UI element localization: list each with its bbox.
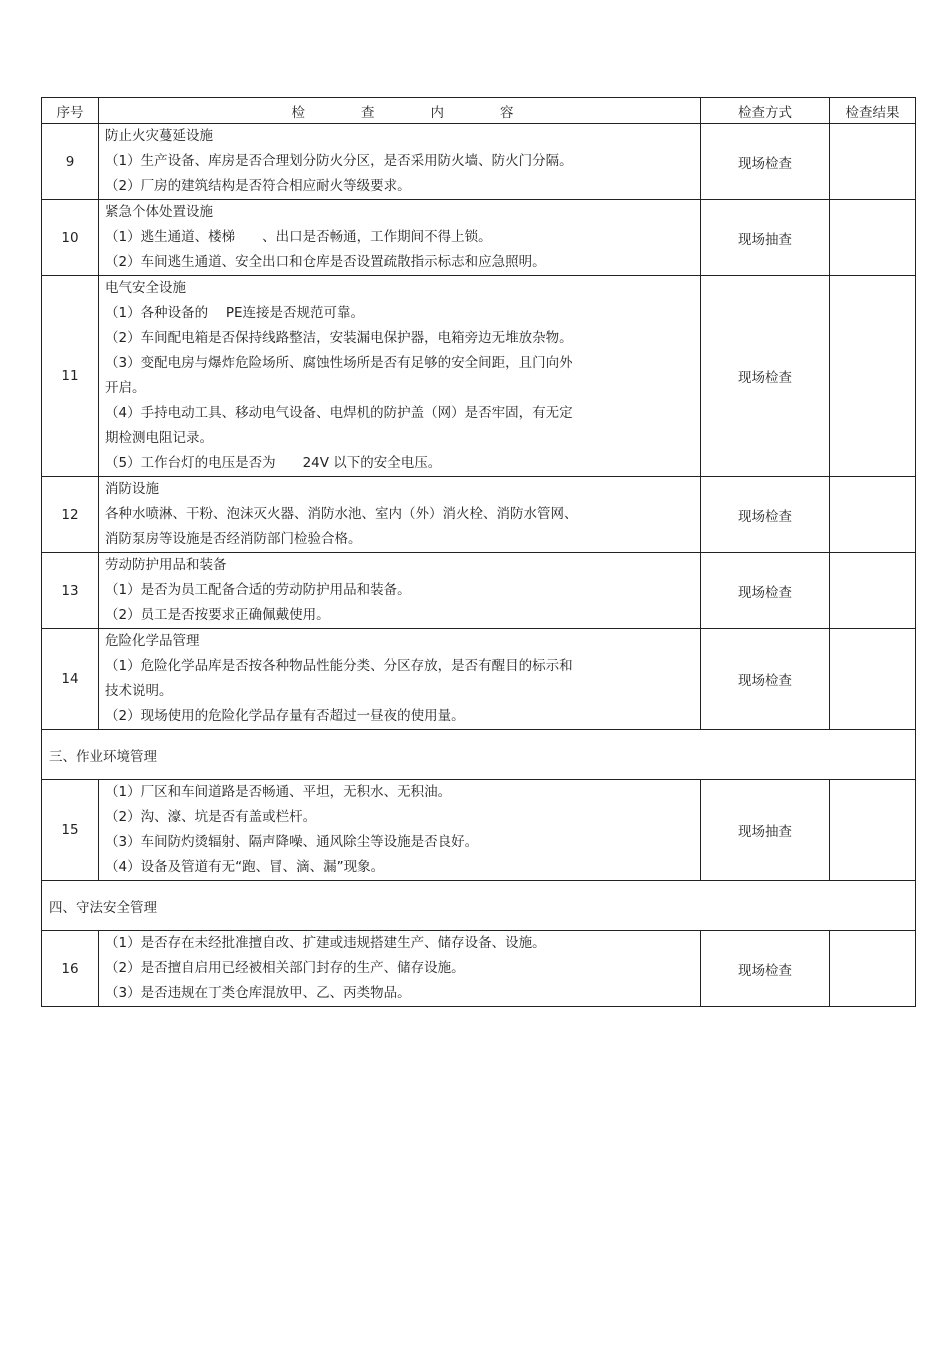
row-num: 16 <box>42 931 99 1007</box>
content-line: （2）现场使用的危险化学品存量有否超过一昼夜的使用量。 <box>105 708 465 724</box>
row-result <box>830 931 916 1007</box>
table-row <box>42 553 916 629</box>
section-row <box>42 730 916 780</box>
header-content-char: 检 <box>291 104 305 121</box>
row-num: 15 <box>42 780 99 881</box>
header-content-char: 内 <box>430 104 444 121</box>
row-content <box>99 200 701 276</box>
row-method: 现场检查 <box>701 629 830 730</box>
content-line: 各种水喷淋、干粉、泡沫灭火器、消防水池、室内（外）消火栓、消防水管网、 <box>105 506 578 522</box>
content-line: （3）是否违规在丁类仓库混放甲、乙、丙类物品。 <box>105 985 411 1001</box>
content-line: （4）手持电动工具、移动电气设备、电焊机的防护盖（网）是否牢固，有无定 <box>105 405 573 421</box>
content-line: （3）车间防灼烫辐射、隔声降噪、通风除尘等设施是否良好。 <box>105 834 479 850</box>
table-row <box>42 124 916 200</box>
content-line: 消防设施 <box>105 481 159 497</box>
table-row <box>42 629 916 730</box>
table-row <box>42 931 916 1007</box>
header-content-char: 容 <box>500 104 514 121</box>
row-result <box>830 477 916 553</box>
row-content <box>99 477 701 553</box>
table-row <box>42 200 916 276</box>
row-method: 现场抽查 <box>701 780 830 881</box>
content-line: 危险化学品管理 <box>105 633 200 649</box>
row-content <box>99 629 701 730</box>
content-line: 消防泵房等设施是否经消防部门检验合格。 <box>105 531 362 547</box>
content-line: （2）是否擅自启用已经被相关部门封存的生产、储存设施。 <box>105 960 465 976</box>
section-title: 四、守法安全管理 <box>42 881 916 931</box>
content-line: （3）变配电房与爆炸危险场所、腐蚀性场所是否有足够的安全间距，且门向外 <box>105 355 573 371</box>
content-line: （1）生产设备、库房是否合理划分防火分区，是否采用防火墙、防火门分隔。 <box>105 153 573 169</box>
row-result <box>830 124 916 200</box>
content-line: （2）沟、濠、坑是否有盖或栏杆。 <box>105 809 317 825</box>
content-line: （2）车间配电箱是否保持线路整洁，安装漏电保护器，电箱旁边无堆放杂物。 <box>105 330 573 346</box>
content-line: 紧急个体处置设施 <box>105 204 213 220</box>
content-line: 电气安全设施 <box>105 280 186 296</box>
row-num: 9 <box>42 124 99 200</box>
content-line: 期检测电阻记录。 <box>105 430 213 446</box>
header-content-char: 查 <box>361 104 375 121</box>
header-method: 检查方式 <box>701 98 830 124</box>
row-content <box>99 780 701 881</box>
content-line: （2）员工是否按要求正确佩戴使用。 <box>105 607 330 623</box>
row-method: 现场检查 <box>701 276 830 477</box>
section-title: 三、作业环境管理 <box>42 730 916 780</box>
row-result <box>830 553 916 629</box>
row-num: 10 <box>42 200 99 276</box>
content-line: （5）工作台灯的电压是否为 24V 以下的安全电压。 <box>105 455 442 471</box>
inspection-table <box>41 97 916 1007</box>
content-line: （1）各种设备的 PE连接是否规范可靠。 <box>105 305 365 321</box>
section-row <box>42 881 916 931</box>
content-line: （2）车间逃生通道、安全出口和仓库是否设置疏散指示标志和应急照明。 <box>105 254 546 270</box>
row-result <box>830 276 916 477</box>
row-num: 12 <box>42 477 99 553</box>
header-num: 序号 <box>42 98 99 124</box>
row-num: 11 <box>42 276 99 477</box>
row-method: 现场检查 <box>701 124 830 200</box>
row-method: 现场检查 <box>701 477 830 553</box>
content-line: （1）危险化学品库是否按各种物品性能分类、分区存放，是否有醒目的标示和 <box>105 658 573 674</box>
row-num: 14 <box>42 629 99 730</box>
row-content <box>99 553 701 629</box>
content-line: （1）是否为员工配备合适的劳动防护用品和装备。 <box>105 582 411 598</box>
row-result <box>830 200 916 276</box>
content-line: 开启。 <box>105 380 146 396</box>
table-row <box>42 276 916 477</box>
content-line: 防止火灾蔓延设施 <box>105 128 213 144</box>
table-row <box>42 477 916 553</box>
content-line: （1）是否存在未经批准擅自改、扩建或违规搭建生产、储存设备、设施。 <box>105 935 546 951</box>
row-content <box>99 124 701 200</box>
content-line: （2）厂房的建筑结构是否符合相应耐火等级要求。 <box>105 178 411 194</box>
row-content <box>99 276 701 477</box>
row-method: 现场检查 <box>701 553 830 629</box>
content-line: （1）逃生通道、楼梯 、出口是否畅通，工作期间不得上锁。 <box>105 229 492 245</box>
row-content <box>99 931 701 1007</box>
row-method: 现场抽查 <box>701 200 830 276</box>
header-row <box>42 98 916 124</box>
row-result <box>830 780 916 881</box>
content-line: 劳动防护用品和装备 <box>105 557 227 573</box>
header-content <box>99 98 701 124</box>
content-line: 技术说明。 <box>105 683 173 699</box>
content-line: （4）设备及管道有无“跑、冒、滴、漏”现象。 <box>105 859 385 875</box>
row-num: 13 <box>42 553 99 629</box>
header-result: 检查结果 <box>830 98 916 124</box>
content-line: （1）厂区和车间道路是否畅通、平坦，无积水、无积油。 <box>105 784 452 800</box>
row-method: 现场检查 <box>701 931 830 1007</box>
row-result <box>830 629 916 730</box>
table-row <box>42 780 916 881</box>
